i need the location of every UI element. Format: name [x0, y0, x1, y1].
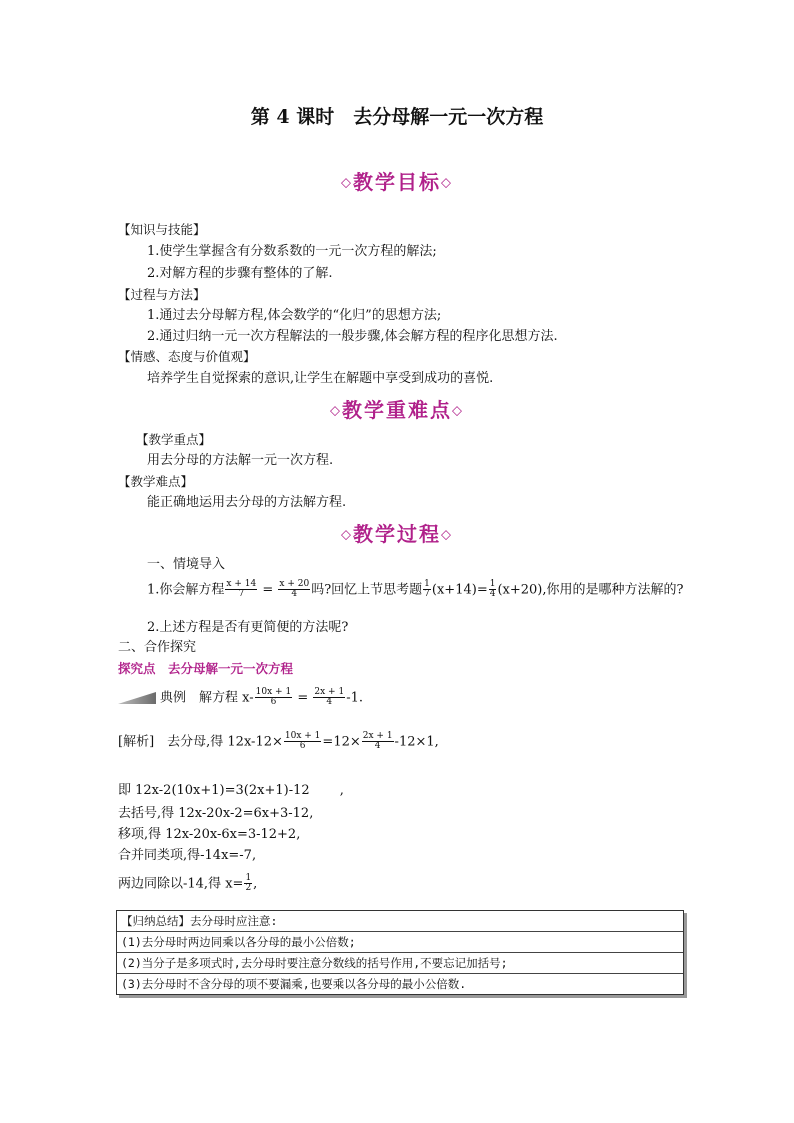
- numerator: 10x + 1: [284, 731, 321, 741]
- goals-process-item: 2.通过归纳一元一次方程解法的一般步骤,体会解方程的程序化思想方法.: [147, 329, 558, 344]
- solution-step-0: [118, 732, 439, 752]
- diamond-icon: ◇: [341, 527, 353, 543]
- denominator: 2: [245, 883, 252, 894]
- section-heading-process: [0, 522, 794, 546]
- section-heading-goals: [0, 170, 794, 194]
- denominator: 4: [489, 589, 496, 600]
- example-text: -1.: [346, 690, 363, 706]
- denominator: 6: [270, 697, 277, 708]
- denominator: 4: [326, 697, 333, 708]
- equals-sign: =: [262, 582, 274, 598]
- summary-row: (1)去分母时两边同乘以各分母的最小公倍数;: [117, 932, 683, 953]
- example-problem: [118, 688, 363, 708]
- diamond-icon: ◇: [330, 403, 342, 419]
- numerator: 2x + 1: [314, 687, 345, 697]
- numerator: 1: [245, 873, 252, 883]
- cooperation-heading: 二、合作探究: [118, 640, 197, 655]
- section-title: 教学过程: [353, 522, 441, 546]
- intro-heading: 一、情境导入: [147, 557, 226, 572]
- equals-sign: =: [297, 690, 309, 706]
- key-point-heading: 【教学重点】: [136, 432, 212, 447]
- explore-point-heading: 探究点 去分母解一元一次方程: [118, 661, 294, 676]
- fraction: [362, 732, 394, 752]
- numerator: 1: [424, 579, 430, 589]
- key-point-text: 用去分母的方法解一元一次方程.: [147, 453, 334, 468]
- difficulty-text: 能正确地运用去分母的方法解方程.: [147, 495, 347, 510]
- denominator: 6: [299, 741, 306, 752]
- denominator: 4: [374, 741, 381, 752]
- solution-step-3: 移项,得 12x-20x-6x=3-12+2,: [118, 827, 301, 842]
- numerator: 2x + 1: [362, 731, 393, 741]
- question-text: 1.你会解方程: [147, 582, 225, 598]
- denominator: 4: [291, 589, 298, 600]
- section-title: 教学重难点: [342, 398, 452, 422]
- fraction: [244, 874, 252, 894]
- example-ribbon-icon: [118, 692, 156, 704]
- goals-knowledge-heading: 【知识与技能】: [118, 222, 206, 237]
- solution-step-1: 即 12x-2(10x+1)=3(2x+1)-12 ,: [118, 783, 344, 798]
- summary-row: (3)去分母时不含分母的项不要漏乘,也要乘以各分母的最小公倍数.: [121, 977, 467, 991]
- numerator: 10x + 1: [255, 687, 292, 697]
- fraction: [255, 688, 293, 708]
- solution-text: 两边同除以-14,得 x=: [118, 876, 244, 892]
- solution-step-2: 去括号,得 12x-20x-2=6x+3-12,: [118, 806, 314, 821]
- question-1: [147, 580, 683, 600]
- fraction: [278, 580, 310, 600]
- fraction: [225, 580, 257, 600]
- solution-text: =12×: [322, 734, 361, 750]
- fraction: [423, 580, 431, 600]
- example-text: 解方程 x-: [199, 690, 254, 706]
- numerator: 1: [489, 579, 496, 589]
- diamond-icon: ◇: [441, 527, 453, 543]
- diamond-icon: ◇: [441, 175, 453, 191]
- question-text: 吗?回忆上节思考题: [311, 582, 423, 598]
- question-text: (x+20),你用的是哪种方法解的?: [497, 582, 684, 598]
- solution-text: [解析] 去分母,得 12x-12×: [118, 734, 283, 750]
- question-2: 2.上述方程是否有更简便的方法呢?: [147, 620, 349, 635]
- solution-step-5: [118, 874, 257, 894]
- diamond-icon: ◇: [452, 403, 464, 419]
- section-heading-key-points: [0, 398, 794, 422]
- solution-text: ,: [253, 876, 258, 892]
- fraction: [284, 732, 322, 752]
- fraction: [489, 580, 497, 600]
- goals-process-item: 1.通过去分母解方程,体会数学的“化归”的思想方法;: [147, 308, 442, 323]
- summary-row: 【归纳总结】去分母时应注意:: [117, 911, 683, 932]
- section-title: 教学目标: [353, 170, 441, 194]
- summary-row: (2)当分子是多项式时,去分母时要注意分数线的括号作用,不要忘记加括号;: [117, 953, 683, 974]
- solution-step-4: 合并同类项,得-14x=-7,: [118, 848, 257, 863]
- denominator: 7: [238, 589, 245, 600]
- difficulty-heading: 【教学难点】: [118, 474, 194, 489]
- fraction: [313, 688, 345, 708]
- goals-emotion-item: 培养学生自觉探索的意识,让学生在解题中享受到成功的喜悦.: [147, 371, 494, 386]
- goals-knowledge-item: 2.对解方程的步骤有整体的了解.: [147, 266, 333, 281]
- numerator: x + 20: [279, 579, 310, 589]
- question-text: (x+14)=: [431, 582, 488, 598]
- page-title: 第 4 课时 去分母解一元一次方程: [250, 106, 544, 128]
- goals-process-heading: 【过程与方法】: [118, 287, 206, 302]
- numerator: x + 14: [226, 579, 257, 589]
- solution-text: -12×1,: [394, 734, 439, 750]
- example-label: 典例: [160, 690, 187, 706]
- goals-emotion-heading: 【情感、态度与价值观】: [118, 349, 256, 364]
- diamond-icon: ◇: [341, 175, 353, 191]
- goals-knowledge-item: 1.使学生掌握含有分数系数的一元一次方程的解法;: [147, 244, 437, 259]
- summary-box: [116, 910, 684, 995]
- denominator: 7: [424, 589, 430, 600]
